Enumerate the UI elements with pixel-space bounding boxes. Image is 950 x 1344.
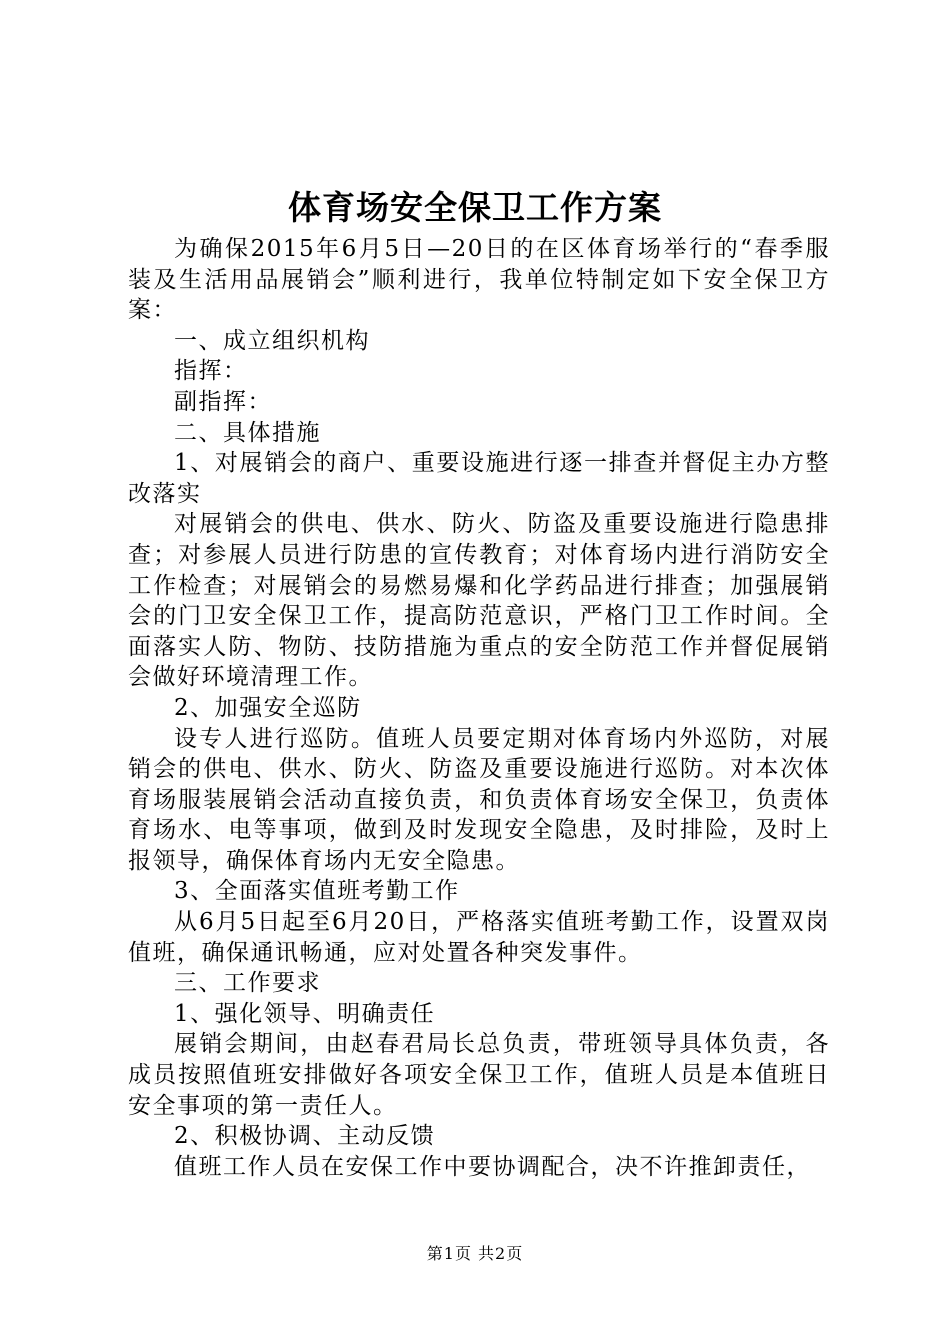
subheading-coordination: 2、积极协调、主动反馈 [174, 1123, 436, 1150]
section-heading-measures: 二、具体措施 [174, 419, 321, 446]
subheading-patrol: 2、加强安全巡防 [174, 694, 362, 721]
document-body [128, 234, 830, 1182]
intro-paragraph: 为确保2015年6月5日—20日的在区体育场举行的“春季服装及生活用品展销会”顺利进行，我单位特制定如下安全保卫方案： [128, 236, 830, 324]
commander-line: 指挥： [174, 358, 248, 385]
page-footer: 第1页 共2页 [426, 1244, 524, 1263]
section-heading-requirements: 三、工作要求 [174, 970, 321, 997]
subheading-leadership: 1、强化领导、明确责任 [174, 1000, 436, 1027]
paragraph-coordination: 值班工作人员在安保工作中要协调配合，决不许推卸责任， [174, 1153, 811, 1180]
paragraph-patrol: 设专人进行巡防。值班人员要定期对体育场内外巡防，对展销会的供电、供水、防火、防盗及重要设施进行巡防。对本次体育场服装展销会活动直接负责，和负责体育场安全保卫，负责体育场水、电等事项，做到及时发现安全隐患，及时排险，及时上报领导，确保体育场内无安全隐患。 [128, 725, 830, 874]
paragraph-duty: 从6月5日起至6月20日，严格落实值班考勤工作，设置双岗值班，确保通讯畅通，应对处置各种突发事件。 [128, 909, 830, 966]
document-title: 体育场安全保卫工作方案 [288, 188, 662, 227]
subheading-duty: 3、全面落实值班考勤工作 [174, 878, 460, 905]
paragraph-leadership: 展销会期间，由赵春君局长总负责，带班领导具体负责，各成员按照值班安排做好各项安全保卫工作，值班人员是本值班日安全事项的第一责任人。 [128, 1031, 830, 1119]
deputy-commander-line: 副指挥： [174, 388, 272, 415]
subheading-inspection: 1、对展销会的商户、重要设施进行逐一排查并督促主办方整改落实 [128, 450, 830, 507]
section-heading-organization: 一、成立组织机构 [174, 327, 370, 354]
paragraph-inspection: 对展销会的供电、供水、防火、防盗及重要设施进行隐患排查；对参展人员进行防患的宣传教育；对体育场内进行消防安全工作检查；对展销会的易燃易爆和化学药品进行排查；加强展销会的门卫安全保卫工作，提高防范意识，严格门卫工作时间。全面落实人防、物防、技防措施为重点的安全防范工作并督促展销会做好环境清理工作。 [128, 511, 830, 691]
